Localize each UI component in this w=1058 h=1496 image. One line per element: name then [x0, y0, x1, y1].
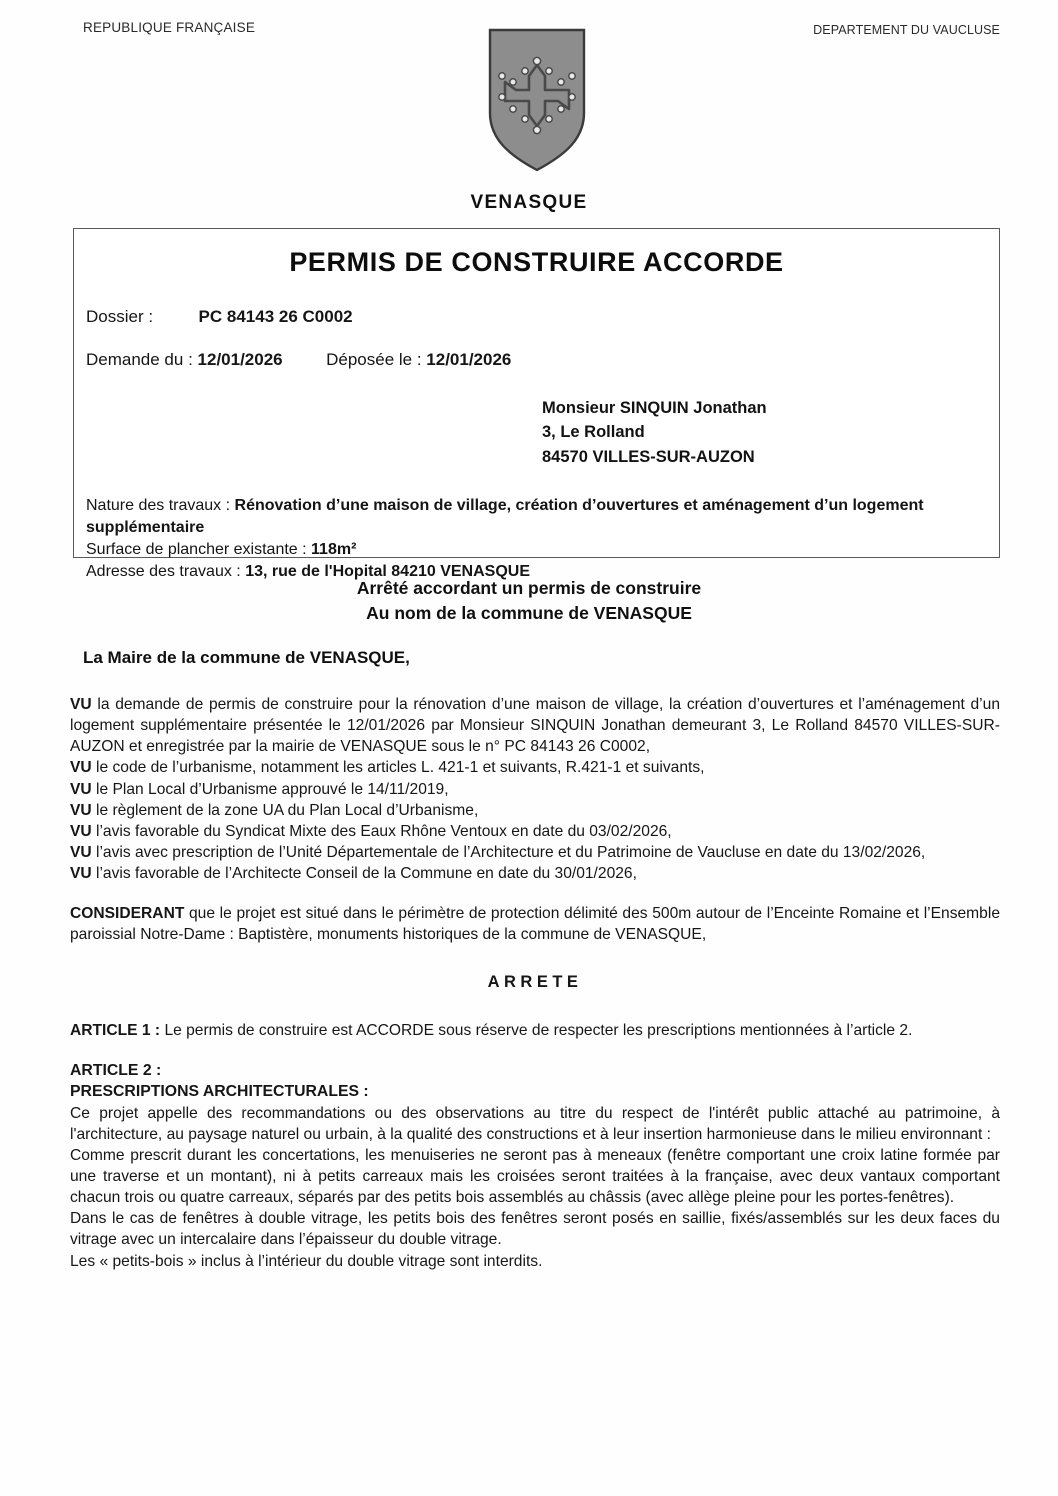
prescriptions-paragraph-4: Les « petits-bois » inclus à l’intérieur du double vitrage sont interdits.: [70, 1252, 543, 1270]
vu-item-7: [70, 863, 1000, 884]
vu-item-2: [70, 757, 1000, 778]
works-nature-value: Rénovation d’une maison de village, création d’ouvertures et aménagement d’un logement supplémentaire: [86, 497, 924, 537]
prescriptions-paragraph-1: Ce projet appelle des recommandations ou des observations au titre du respect de l'intérêt public attaché au patrimoine, à l'architecture, au paysage naturel ou urbain, à la qualité des constructions et à leur insertion harmonieuse dans le milieu environnant :: [70, 1104, 1000, 1143]
arrete-heading-line1: Arrêté accordant un permis de construire: [356, 578, 702, 598]
considerant-paragraph: [70, 903, 1000, 945]
vu-item-5-text: l’avis favorable du Syndicat Mixte des Eaux Rhône Ventoux en date du 03/02/2026,: [91, 822, 672, 840]
considerant-text: que le projet est situé dans le périmètre de protection délimité des 500m autour de l’Enceinte Romaine et l’Ensemble paroissial Notre-Dame : Baptistère, monuments historiques de la commune de VENASQUE,: [70, 905, 1000, 944]
works-address-value: 13, rue de l'Hopital 84210 VENASQUE: [245, 563, 530, 581]
vu-keyword: VU: [70, 759, 92, 777]
dossier-label: Dossier :: [86, 307, 154, 326]
document-body: [70, 694, 1000, 1272]
vu-keyword: VU: [70, 801, 92, 819]
works-surface-line: [86, 539, 983, 561]
works-address-label: Adresse des travaux :: [86, 563, 241, 581]
prescriptions-paragraph-2: Comme prescrit durant les concertations, les menuiseries ne seront pas à meneaux (fenêtre comportant une croix latine formée par une traverse et un montant), ni à petits carreaux mais les croisées seront traitées à la française, avec deux vantaux comportant chacun trois ou quatre carreaux, séparés par des petits bois assemblés au châssis (avec allège pleine pour les portes-fenêtres).: [70, 1146, 1000, 1207]
vu-item-6-text: l’avis avec prescription de l’Unité Départementale de l’Architecture et du Patrimoine de Vaucluse en date du 13/02/2026,: [91, 843, 926, 861]
spacer: [70, 945, 1000, 971]
works-surface-label: Surface de plancher existante :: [86, 541, 307, 559]
spacer: [70, 1041, 1000, 1060]
vu-item-3: [70, 779, 1000, 800]
department-label: DEPARTEMENT DU VAUCLUSE: [813, 23, 1000, 37]
deposee-value: 12/01/2026: [426, 350, 512, 369]
republic-label: REPUBLIQUE FRANÇAISE: [83, 20, 256, 35]
dates-row: [74, 350, 999, 370]
article-1: [70, 1020, 1000, 1041]
vu-item-6: [70, 842, 1000, 863]
considerant-keyword: CONSIDERANT: [70, 905, 185, 923]
prescriptions-title: PRESCRIPTIONS ARCHITECTURALES :: [70, 1083, 369, 1101]
article-1-text: Le permis de construire est ACCORDE sous réserve de respecter les prescriptions mentionnées à l’article 2.: [160, 1021, 913, 1039]
commune-name: VENASQUE: [470, 192, 588, 213]
demande-label: Demande du :: [86, 350, 193, 369]
article-1-label: ARTICLE 1 :: [70, 1021, 161, 1039]
works-nature-line: [86, 495, 983, 539]
vu-keyword: VU: [70, 865, 92, 882]
applicant-address: [74, 396, 999, 469]
works-surface-value: 118m²: [311, 541, 357, 559]
vu-item-7-text: l’avis favorable de l’Architecte Conseil de la Commune en date du 30/01/2026,: [91, 865, 637, 882]
arrete-heading-line2: Au nom de la commune de VENASQUE: [366, 602, 692, 623]
permit-summary-box: [73, 228, 1000, 581]
article-2-label: ARTICLE 2 :: [70, 1061, 162, 1079]
vu-keyword: VU: [70, 780, 92, 798]
works-nature-label: Nature des travaux :: [86, 497, 231, 515]
spacer: [70, 994, 1000, 1020]
arrete-word: ARRETE: [487, 973, 583, 992]
vu-item-5: [70, 821, 1000, 842]
permit-title: PERMIS DE CONSTRUIRE ACCORDE: [289, 247, 784, 277]
vu-item-4: [70, 800, 1000, 821]
prescriptions-paragraph-3: Dans le cas de fenêtres à double vitrage, les petits bois des fenêtres seront posés en saillie, fixés/assemblés sur les deux faces du vitrage avec un intercalaire dans l’épaisseur du double vitrage.: [70, 1210, 1000, 1249]
applicant-street: 3, Le Rolland: [542, 423, 645, 442]
vu-item-1-text: la demande de permis de construire pour la rénovation d’une maison de village, la création d’ouvertures et l’aménagement d’un logement supplémentaire présentée le 12/01/2026 par Monsieur SINQUIN Jonathan demeurant 3, Le Rolland 84570 VILLES-SUR-AUZON et enregistrée par la mairie de VENASQUE sous le n° PC 84143 26 C0002,: [70, 696, 1000, 756]
arrete-heading: [0, 576, 1058, 626]
coat-of-arms-icon: [487, 27, 587, 173]
applicant-name: Monsieur SINQUIN Jonathan: [542, 399, 767, 417]
deposee-label: Déposée le :: [326, 350, 422, 369]
vu-keyword: VU: [70, 843, 92, 861]
demande-value: 12/01/2026: [197, 350, 283, 369]
vu-keyword: VU: [70, 822, 92, 840]
vu-item-4-text: le règlement de la zone UA du Plan Local d’Urbanisme,: [91, 801, 479, 819]
vu-item-3-text: le Plan Local d’Urbanisme approuvé le 14/11/2019,: [91, 780, 449, 798]
dossier-row: [74, 307, 999, 327]
vu-keyword: VU: [70, 696, 92, 713]
dossier-value: PC 84143 26 C0002: [198, 307, 353, 326]
works-details: [74, 495, 999, 583]
maire-line: La Maire de la commune de VENASQUE,: [83, 648, 410, 667]
spacer: [70, 884, 1000, 903]
vu-item-2-text: le code de l’urbanisme, notamment les articles L. 421-1 et suivants, R.421-1 et suivants,: [91, 759, 705, 777]
vu-item-1: [70, 694, 1000, 757]
applicant-city: 84570 VILLES-SUR-AUZON: [542, 447, 755, 466]
